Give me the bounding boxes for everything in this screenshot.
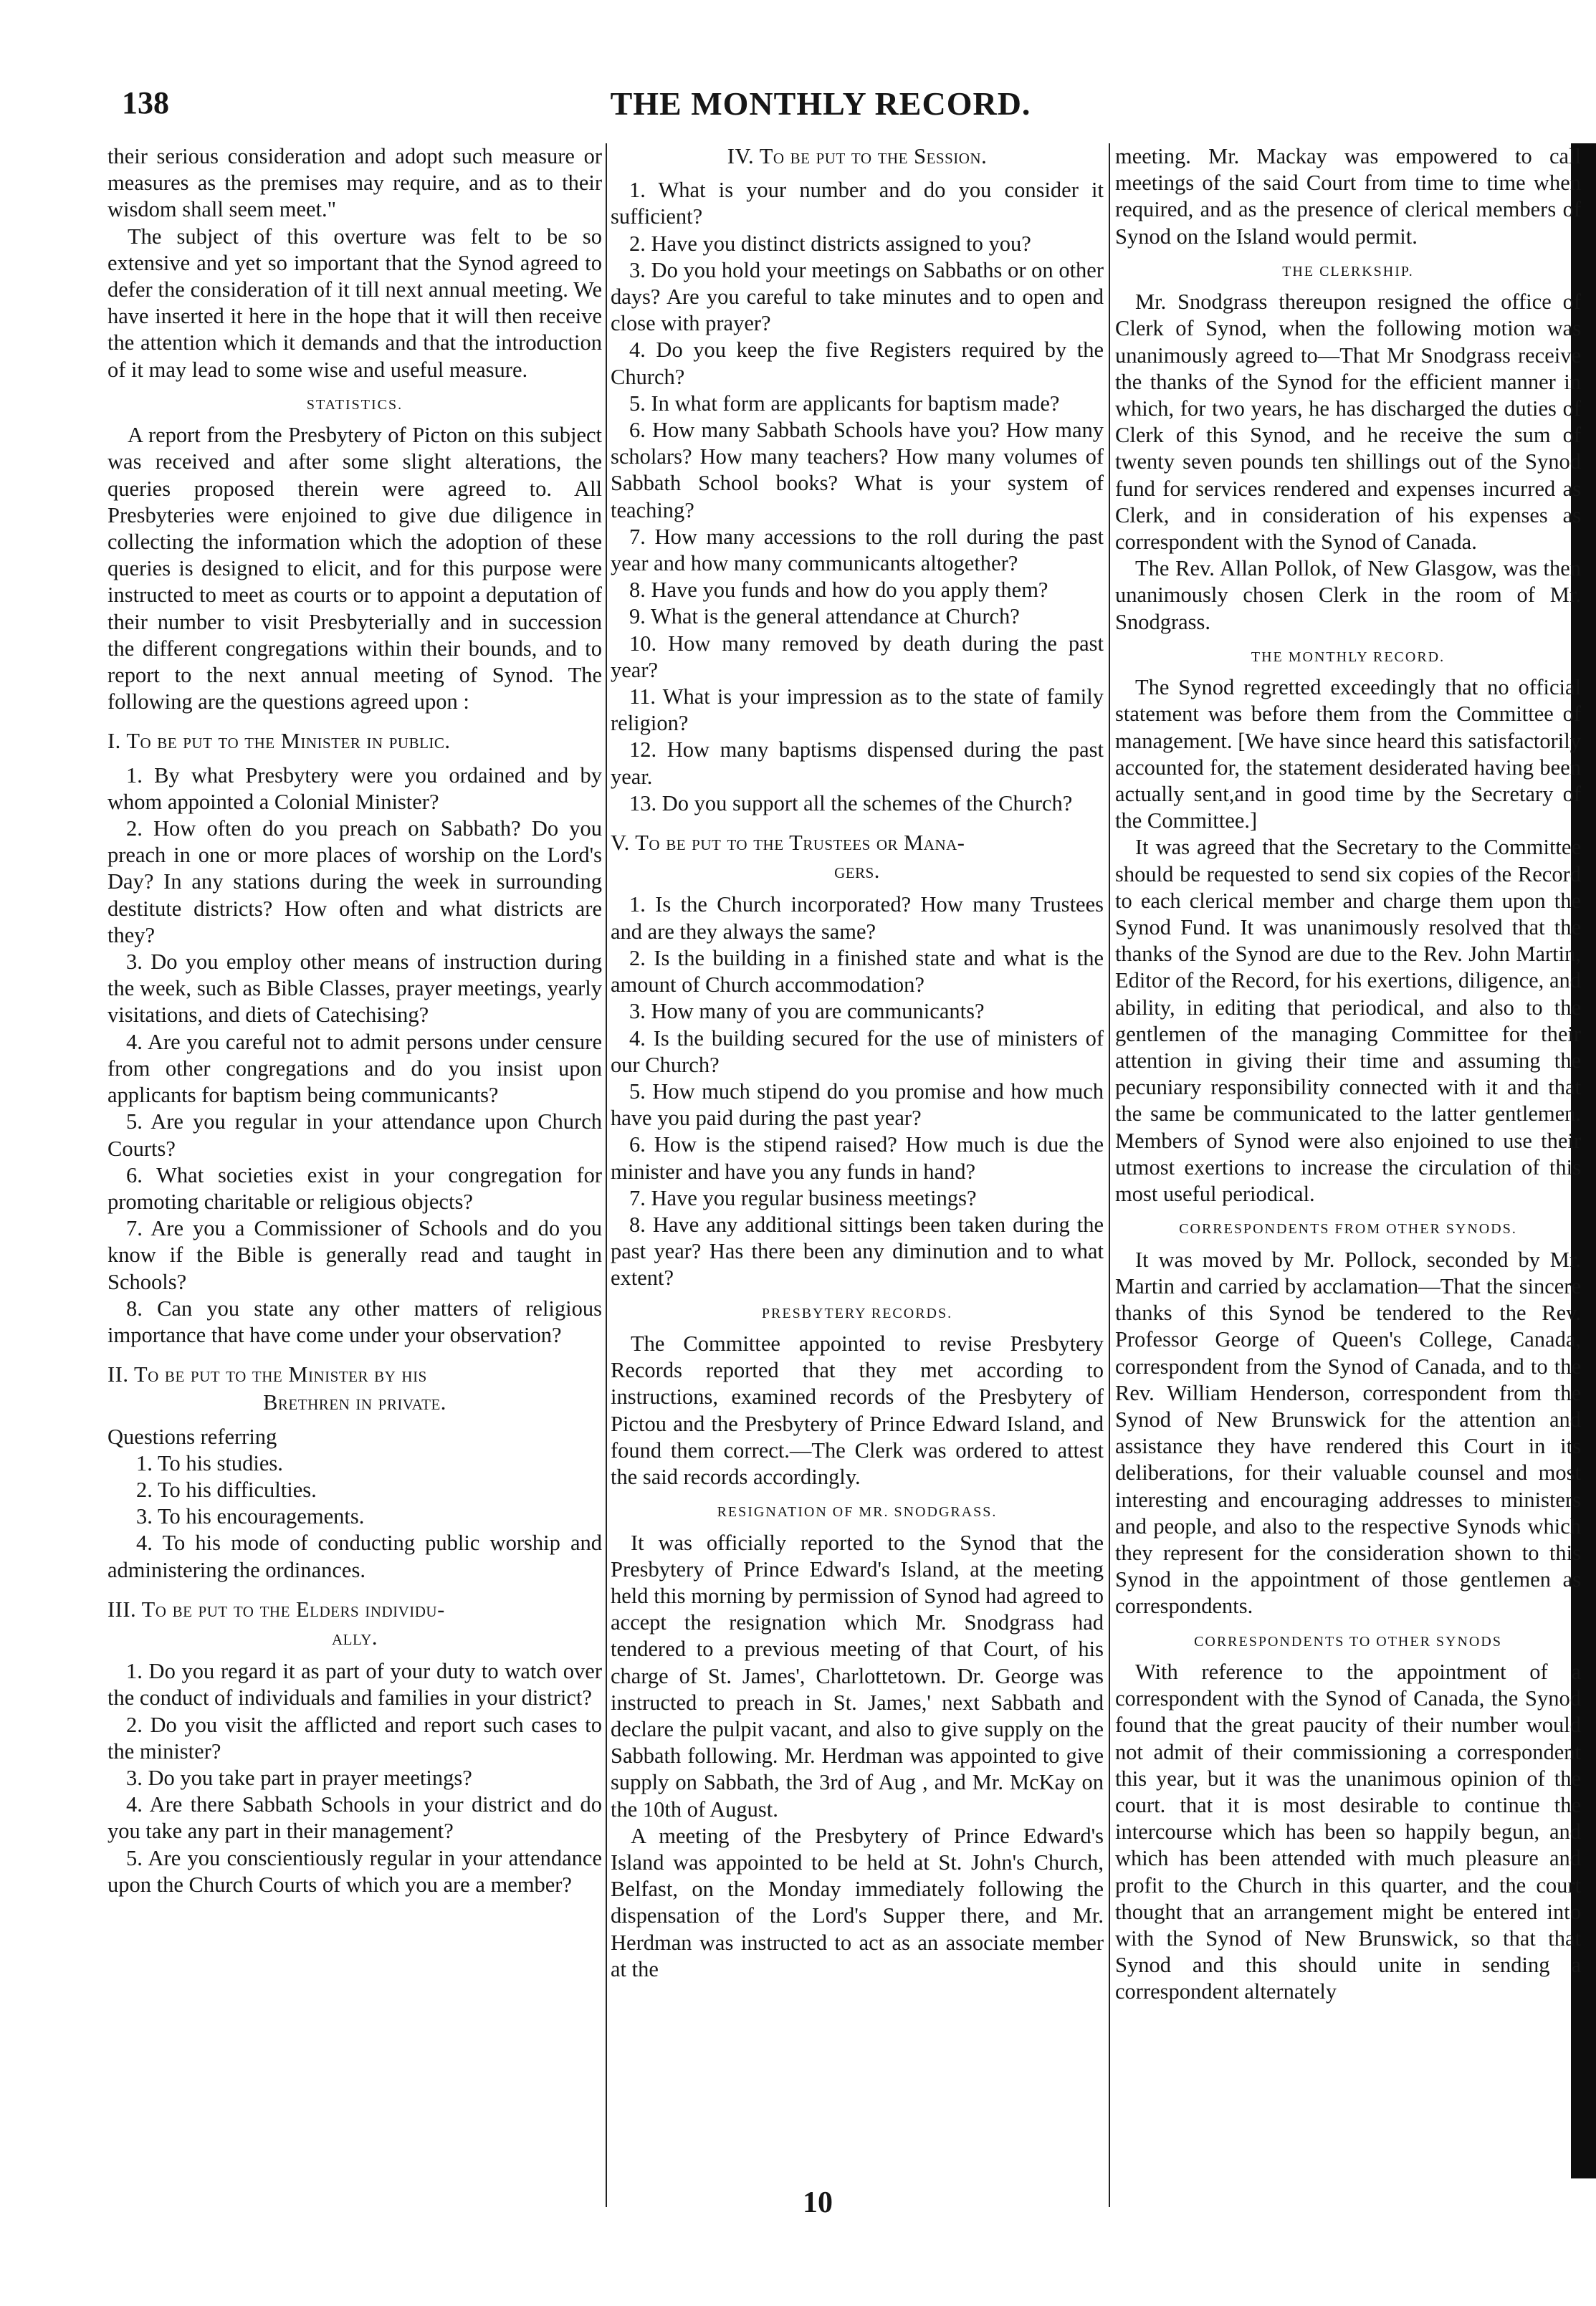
section-heading-elders: III. To be put to the Elders individu- bbox=[107, 1597, 445, 1622]
question-list bbox=[107, 1658, 602, 1898]
question-item: 4. To his mode of conducting public worship and administering the ordinances. bbox=[107, 1531, 602, 1582]
question-list bbox=[107, 1450, 602, 1584]
paragraph: A meeting of the Presbytery of Prince Edward's Island was appointed to be held at St. John's Church, Belfast, on the Monday immediately following the dispensation of the Lord's Supper there, and Mr. Herdman was instructed to act as an associate member at the bbox=[611, 1823, 1104, 1981]
question-item: 7. How many accessions to the roll during the past year and how many communicants altogether? bbox=[611, 524, 1104, 576]
column-left bbox=[107, 143, 602, 2214]
section-heading-presbytery-records: PRESBYTERY RECORDS. bbox=[761, 1305, 953, 1321]
question-item: 3. To his encouragements. bbox=[136, 1504, 365, 1529]
question-item: 4. Are you careful not to admit persons under censure from other congregations and do you insist upon applicants for baptism being communicants? bbox=[107, 1029, 602, 1108]
question-item: 9. What is the general attendance at Church? bbox=[629, 604, 1020, 629]
paragraph: It was agreed that the Secretary to the Committee should be requested to send six copies of the Record to each clerical member and charge them upon the Synod Fund. It was unanimously resolved that the thanks of the Synod are due to the Rev. John Martin, Editor of the Record, for his exertions, diligence, and ability, in editing that periodical, and also to the gentlemen of the managing Committee for their attention in giving their time and assuming the pecuniary responsibility connected with it and that the same be communicated to the latter gentlemen. Members of Synod were also enjoined to use their utmost exertions to increase the circulation of this most useful periodical. bbox=[1115, 835, 1581, 1207]
question-item: 8. Can you state any other matters of religious importance that have come under your observation? bbox=[107, 1296, 602, 1347]
paragraph: It was moved by Mr. Pollock, seconded by Mr. Martin and carried by acclamation—That the sincere thanks of this Synod be tendered to the Rev. Professor George of Queen's College, Canada, correspondent from the Synod of Canada, and to the Rev. William Henderson, correspondent from the Synod of New Brunswick for the attention and assistance they have rendered this Court in its deliberations, for their valuable counsel and most interesting and encouraging addresses to ministers and people, and also to the respective Synods which they represent for the consideration shown to this Synod in the appointment of those gentlemen as correspondents. bbox=[1115, 1247, 1581, 1619]
question-item: 8. Have any additional sittings been taken during the past year? Has there been any diminution and to what extent? bbox=[611, 1212, 1104, 1291]
section-heading-session: IV. To be put to the Session. bbox=[727, 144, 988, 168]
question-item: 2. Do you visit the afflicted and report such cases to the minister? bbox=[107, 1712, 602, 1764]
question-list bbox=[107, 762, 602, 1349]
paragraph: their serious consideration and adopt such measure or measures as the premises may require, and as to their wisdom shall seem meet." bbox=[107, 144, 602, 222]
question-item: 3. Do you employ other means of instruction during the week, such as Bible Classes, prayer meetings, yearly visitations, and diets of Catechising? bbox=[107, 949, 602, 1028]
paragraph: Mr. Snodgrass thereupon resigned the office of Clerk of Synod, when the following motion was unanimously agreed to—That Mr Snodgrass receive the thanks of the Synod for the efficient manner in which, for two years, he has discharged the duties of Clerk of this Synod, and he receive the sum of twenty seven pounds ten shillings out of the Synod fund for services rendered and expenses incurred as Clerk, and in consideration of his expenses as correspondent with the Synod of Canada. bbox=[1115, 290, 1581, 555]
paragraph: The Synod regretted exceedingly that no official statement was before them from the Committee of management. [We have since heard this satisfactorily accounted for, the statement desiderated having been actually sent,and in good time by the Secretary of the Committee.] bbox=[1115, 675, 1581, 833]
paragraph: It was officially reported to the Synod that the Presbytery of Prince Edward's Island, at the meeting held this morning by permission of Synod had agreed to accept the resignation which Mr. Snodgrass had tendered to a previous meeting of that Court, of his charge of St. James', Charlottetown. Dr. George was instructed to preach in St. James,' next Sabbath and declare the pulpit vacant, and also to give supply on the Sabbath following. Mr. Herdman was appointed to give supply on Sabbath, the 3rd of Aug , and Mr. McKay on the 10th of August. bbox=[611, 1530, 1104, 1822]
question-item: 7. Are you a Commissioner of Schools and do you know if the Bible is generally read and taught in Schools? bbox=[107, 1216, 602, 1294]
journal-title: THE MONTHLY RECORD. bbox=[610, 85, 1031, 122]
heading-line: II. To be put to the Minister by his bbox=[107, 1362, 427, 1387]
section-heading-minister-public: I. To be put to the Minister in public. bbox=[107, 729, 451, 754]
page-number: 138 bbox=[122, 85, 169, 120]
question-item: 5. In what form are applicants for baptism made? bbox=[629, 391, 1060, 416]
column-right bbox=[1115, 143, 1581, 2214]
section-heading-statistics: STATISTICS. bbox=[306, 396, 403, 413]
question-item: 5. Are you conscientiously regular in your attendance upon the Church Courts of which you are a member? bbox=[107, 1845, 602, 1897]
column-rule-left bbox=[606, 143, 607, 2207]
question-item: 13. Do you support all the schemes of the Church? bbox=[629, 790, 1073, 815]
page-header bbox=[107, 85, 1534, 128]
question-item: 3. How many of you are communicants? bbox=[629, 999, 985, 1024]
question-item: 2. Have you distinct districts assigned to you? bbox=[629, 231, 1031, 256]
paragraph: The subject of this overture was felt to be so extensive and yet so important that the Synod agreed to defer the consideration of it till next annual meeting. We have inserted it here in the hope that it will then receive the attention which it demands and that the introduction of it may lead to some wise and useful measure. bbox=[107, 224, 602, 382]
question-item: 3. Do you hold your meetings on Sabbaths or on other days? Are you careful to take minutes and to open and close with prayer? bbox=[611, 257, 1104, 336]
section-heading-elders-cont: ally. bbox=[331, 1625, 378, 1650]
question-item: 8. Have you funds and how do you apply them? bbox=[629, 578, 1048, 603]
question-list bbox=[611, 891, 1104, 1291]
question-item: 11. What is your impression as to the state of family religion? bbox=[611, 684, 1104, 736]
question-item: 1. Is the Church incorporated? How many Trustees and are they always the same? bbox=[611, 892, 1104, 944]
question-item: 2. To his difficulties. bbox=[136, 1477, 317, 1502]
question-item: 7. Have you regular business meetings? bbox=[629, 1185, 977, 1210]
question-item: 1. By what Presbytery were you ordained and by whom appointed a Colonial Minister? bbox=[107, 762, 602, 814]
question-item: 1. To his studies. bbox=[136, 1450, 283, 1475]
section-heading-monthly-record: THE MONTHLY RECORD. bbox=[1251, 649, 1446, 665]
column-rule-right bbox=[1109, 143, 1110, 2207]
section-heading-resignation: RESIGNATION OF MR. SNODGRASS. bbox=[717, 1504, 998, 1521]
question-item: 2. How often do you preach on Sabbath? Do you preach in one or more places of worship on the Lord's Day? In any stations during the week in surrounding destitute districts? How often and what districts are they? bbox=[107, 816, 602, 947]
signature-folio: 10 bbox=[803, 2186, 833, 2219]
question-item: 10. How many removed by death during the past year? bbox=[611, 631, 1104, 682]
section-heading-minister-private bbox=[107, 1362, 602, 1388]
question-item: 3. Do you take part in prayer meetings? bbox=[126, 1765, 472, 1790]
question-item: 6. How is the stipend raised? How much is due the minister and have you any funds in hand? bbox=[611, 1132, 1104, 1184]
section-heading-clerkship: THE CLERKSHIP. bbox=[1282, 263, 1414, 279]
question-list bbox=[611, 177, 1104, 817]
section-heading-correspondents-to: CORRESPONDENTS TO OTHER SYNODS bbox=[1194, 1633, 1502, 1650]
question-item: 2. Is the building in a finished state and what is the amount of Church accommodation? bbox=[611, 945, 1104, 997]
section-heading-minister-private-cont: Brethren in private. bbox=[263, 1390, 446, 1415]
question-item: 4. Is the building secured for the use of ministers of our Church? bbox=[611, 1025, 1104, 1077]
paragraph: meeting. Mr. Mackay was empowered to call meetings of the said Court from time to time when required, and as the presence of clerical members of Synod on the Island would permit. bbox=[1115, 144, 1581, 249]
question-item: 12. How many baptisms dispensed during the past year. bbox=[611, 737, 1104, 789]
section-heading-trustees: V. To be put to the Trustees or Mana- bbox=[611, 831, 965, 856]
paragraph: The Committee appointed to revise Presbytery Records reported that they met according to instructions, examined records of the Presbytery of Pictou and the Presbytery of Prince Edward Island, and found them correct.—The Clerk was ordered to attest the said records accordingly. bbox=[611, 1331, 1104, 1489]
question-item: 6. What societies exist in your congregation for promoting charitable or religious objects? bbox=[107, 1162, 602, 1214]
list-lead: Questions referring bbox=[107, 1424, 277, 1449]
question-item: 4. Do you keep the five Registers required by the Church? bbox=[611, 338, 1104, 389]
paragraph: With reference to the appointment of a correspondent with the Synod of Canada, the Synod found that the great paucity of their number would not admit of their commissioning a correspondent this year, but it was the unanimous opinion of the court. that it is most desirable to continue the intercourse which has been so happily begun, and which has been attended with much pleasure and profit to the Church in this quarter, and the court thought that an arrangement might be entered into with the Synod of New Brunswick, so that that Synod and this should unite in sending a correspondent alternately bbox=[1115, 1659, 1581, 2004]
column-middle bbox=[611, 143, 1104, 2214]
paragraph: A report from the Presbytery of Picton on this subject was received and after some slight alterations, the queries proposed therein were agreed to. All Presbyteries were enjoined to give due diligence in collecting the information which the adoption of these queries is designed to elicit, and for this purpose were instructed to meet as courts or to appoint a deputation of their number to visit Presbyterially and in succession the different congregations within their bounds, and to report to the next annual meeting of Synod. The following are the questions agreed upon : bbox=[107, 423, 602, 714]
question-item: 5. How much stipend do you promise and how much have you paid during the past year? bbox=[611, 1078, 1104, 1131]
section-heading-correspondents-from: CORRESPONDENTS FROM OTHER SYNODS. bbox=[1179, 1221, 1517, 1238]
section-heading-trustees-cont: gers. bbox=[834, 858, 880, 884]
question-item: 1. Do you regard it as part of your duty to watch over the conduct of individuals and families in your district? bbox=[107, 1659, 602, 1711]
question-item: 5. Are you regular in your attendance upon Church Courts? bbox=[107, 1109, 602, 1161]
paragraph: The Rev. Allan Pollok, of New Glasgow, was then unanimously chosen Clerk in the room of Mr. Snodgrass. bbox=[1115, 556, 1581, 634]
question-item: 6. How many Sabbath Schools have you? How many scholars? How many teachers? How many volumes of Sabbath School books? What is your system of teaching? bbox=[611, 418, 1104, 522]
question-item: 1. What is your number and do you consider it sufficient? bbox=[611, 178, 1104, 229]
question-item: 4. Are there Sabbath Schools in your district and do you take any part in their management? bbox=[107, 1792, 602, 1844]
